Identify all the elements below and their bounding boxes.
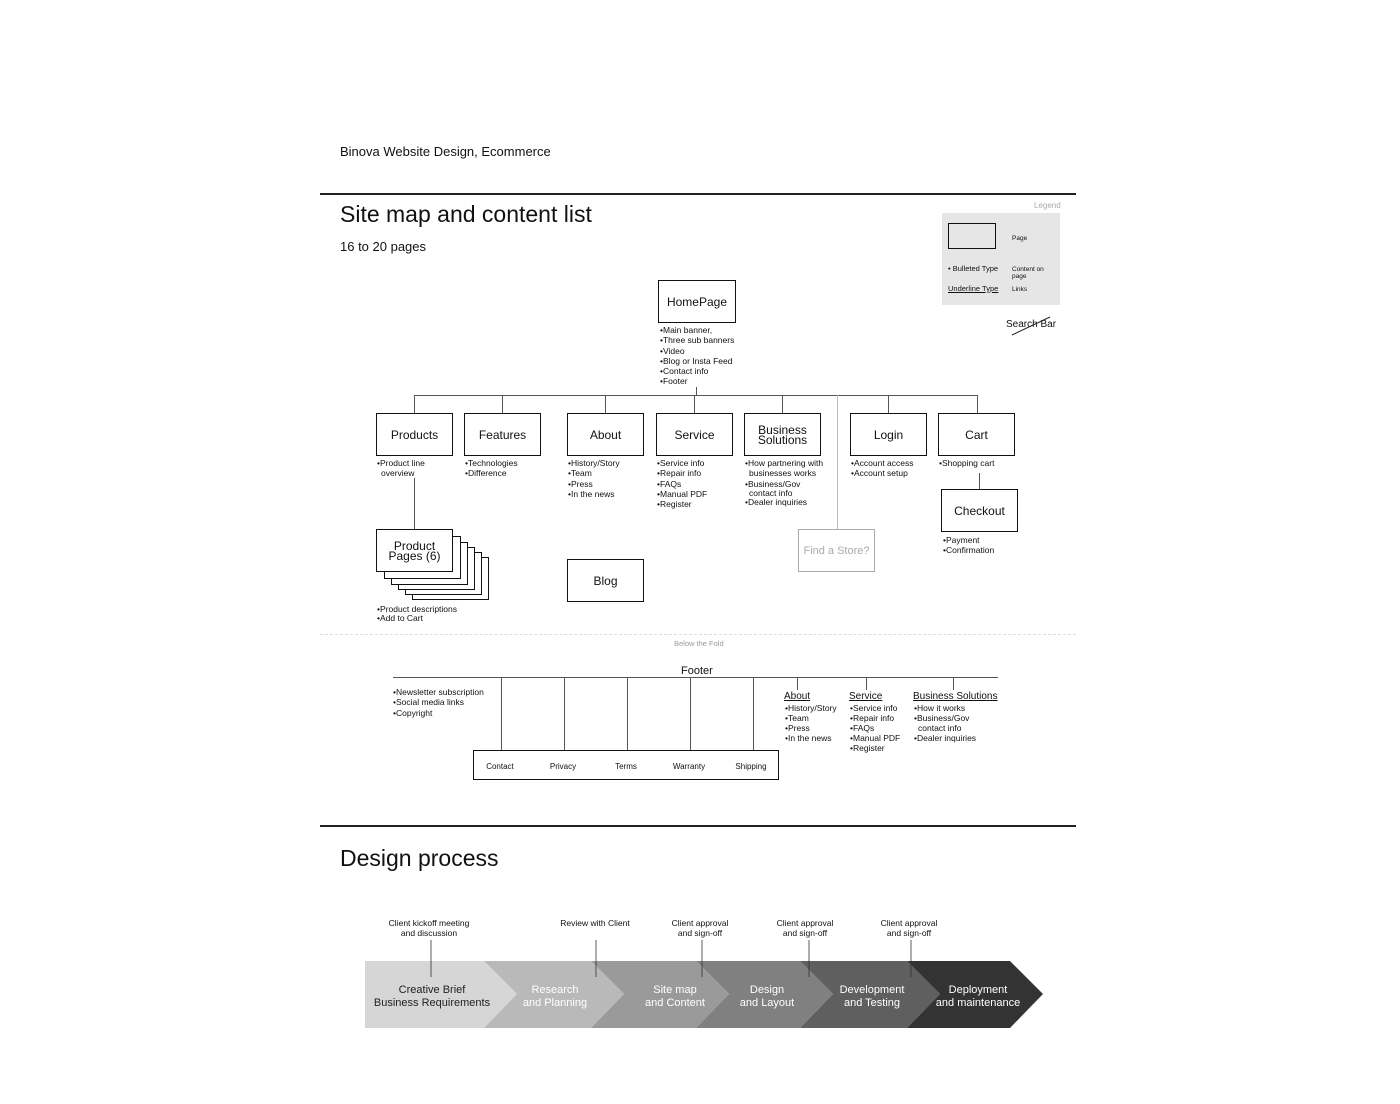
footer-service-link[interactable]: Service — [849, 691, 883, 702]
legend-bulleted-desc: Content on page — [1012, 266, 1044, 280]
page-homepage[interactable]: HomePage — [658, 280, 736, 323]
page-checkout[interactable]: Checkout — [941, 489, 1018, 532]
section-divider — [320, 825, 1076, 827]
sitemap-subtitle: 16 to 20 pages — [340, 239, 427, 254]
legend-underline-desc: Links — [1012, 286, 1028, 293]
search-bar-note: Search Bar — [1006, 319, 1057, 330]
footer-about-link[interactable]: About — [784, 691, 811, 702]
connector — [690, 677, 691, 750]
connector — [953, 677, 954, 690]
connector — [627, 677, 628, 750]
page-business-solutions[interactable]: Business Solutions — [744, 413, 821, 456]
below-fold-label: Below the Fold — [674, 639, 724, 648]
connector — [797, 677, 798, 690]
footer-link-privacy[interactable]: Privacy — [549, 762, 577, 771]
page-blog[interactable]: Blog — [567, 559, 644, 602]
annotation: Review with Client — [560, 918, 630, 928]
process-title: Design process — [340, 845, 499, 871]
annotation: Client kickoff meeting and discussion — [388, 918, 470, 938]
process-step-label: Research and Planning — [522, 984, 588, 1009]
legend-title: Legend — [1034, 201, 1061, 210]
footer-link-terms[interactable]: Terms — [615, 762, 637, 771]
connector — [414, 395, 415, 413]
legend — [942, 213, 1060, 305]
annotation: Client approval and sign-off — [880, 918, 938, 938]
connector — [605, 395, 606, 413]
checkout-content: • Payment • Confirmation — [943, 535, 994, 556]
footer-business-content: • How it works • Business/Gov contact info • Dealer inquiries — [914, 703, 976, 743]
connector — [501, 677, 502, 750]
footer-service-content: • Service info • Repair info • FAQs • Manual PDF • Register — [850, 703, 900, 753]
connector — [753, 677, 754, 750]
connector — [866, 677, 867, 690]
features-content: • Technologies • Difference — [465, 458, 518, 479]
footer-content: • Newsletter subscription • Social media links • Copyright — [393, 687, 484, 718]
page-cart[interactable]: Cart — [938, 413, 1015, 456]
annotation: Client approval and sign-off — [671, 918, 729, 938]
section-divider — [320, 193, 1076, 195]
project-title: Binova Website Design, Ecommerce — [340, 144, 551, 159]
business-content: • How partnering with businesses works • Business/Gov contact info • Dealer inquiries — [745, 458, 823, 507]
strike-through-icon — [1010, 314, 1052, 338]
connector — [979, 473, 980, 489]
footer-link-contact[interactable]: Contact — [486, 762, 514, 771]
connector — [564, 677, 565, 750]
connector — [696, 387, 697, 395]
cart-content: • Shopping cart — [939, 458, 994, 468]
page-about[interactable]: About — [567, 413, 644, 456]
legend-underline-type: Underline Type — [948, 284, 999, 293]
process-step-label: Site map and Content — [645, 984, 705, 1009]
sitemap-title: Site map and content list — [340, 201, 592, 227]
service-content: • Service info • Repair info • FAQs • Manual PDF • Register — [657, 458, 707, 509]
connector — [414, 478, 415, 530]
login-content: • Account access • Account setup — [851, 458, 914, 479]
homepage-content: • Main banner, • Three sub banners • Video • Blog or Insta Feed • Contact info • Footer — [660, 325, 734, 387]
footer-about-content: • History/Story • Team • Press • In the news — [785, 703, 837, 743]
legend-page-swatch — [948, 223, 996, 249]
page-find-a-store[interactable]: Find a Store? — [798, 529, 875, 572]
connector — [837, 395, 838, 529]
page-service[interactable]: Service — [656, 413, 733, 456]
process-step-label: Deployment and maintenance — [935, 984, 1021, 1009]
about-content: • History/Story • Team • Press • In the news — [568, 458, 620, 499]
annotation: Client approval and sign-off — [776, 918, 834, 938]
connector-horizontal — [414, 395, 978, 396]
page-product-pages[interactable]: Product Pages (6) — [376, 529, 453, 572]
legend-bulleted-type: • Bulleted Type — [948, 264, 999, 273]
page-login[interactable]: Login — [850, 413, 927, 456]
process-step-label: Creative Brief Business Requirements — [373, 984, 491, 1009]
footer-line — [393, 677, 998, 678]
footer-link-warranty[interactable]: Warranty — [672, 762, 706, 771]
connector — [782, 395, 783, 413]
products-content: • Product line overview — [377, 458, 425, 479]
page-features[interactable]: Features — [464, 413, 541, 456]
product-pages-content: • Product descriptions • Add to Cart — [377, 605, 457, 623]
connector — [694, 395, 695, 413]
legend-page-label: Page — [1012, 235, 1028, 242]
connector — [502, 395, 503, 413]
process-step-label: Development and Testing — [839, 984, 905, 1009]
footer-title: Footer — [681, 665, 713, 677]
footer-business-link[interactable]: Business Solutions — [913, 691, 998, 702]
process-step-label: Design and Layout — [739, 984, 795, 1009]
connector — [977, 395, 978, 413]
page-products[interactable]: Products — [376, 413, 453, 456]
fold-line — [320, 634, 1076, 635]
connector — [888, 395, 889, 413]
footer-link-shipping[interactable]: Shipping — [735, 762, 767, 771]
